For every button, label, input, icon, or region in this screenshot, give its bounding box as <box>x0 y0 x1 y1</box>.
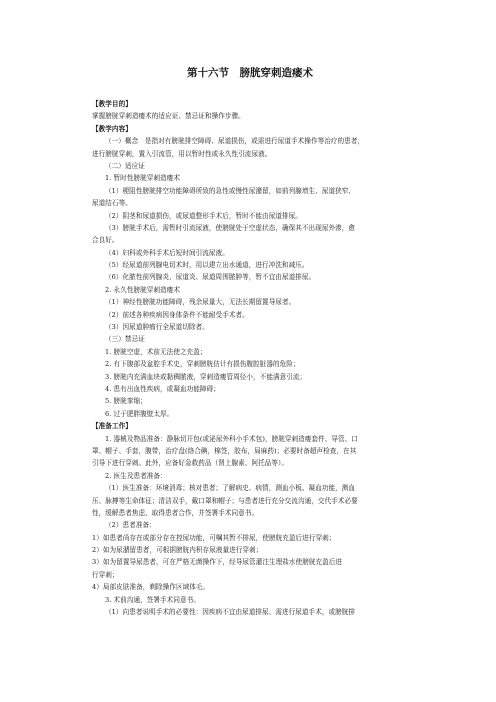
text-line: 4. 患有出血性疾病，或凝血功能障碍； <box>105 384 220 393</box>
text-line: 6. 过于肥胖腹壁太厚。 <box>105 409 174 418</box>
text-line: （5）经尿道前列腺电切术时，用以建立出水通道，进行冲洗和减压。 <box>105 261 309 270</box>
text-line: （3）膀胱手术后，需暂时引流尿液，使膀胱处于空虚状态，确保其不出现尿外渗，愈 <box>105 223 356 232</box>
text-line: （6）化脓性前列腺炎、尿道炎、尿道周围脓肿等，暂不宜由尿道排尿。 <box>105 273 316 282</box>
document-body <box>92 98 408 618</box>
text-line: （2）阴茎和尿道损伤，或尿道整形手术后，暂时不能由尿道排尿。 <box>105 211 302 220</box>
text-line: 罩、帽子、手套，腹带，治疗盘(络合碘，棉签，胶布，局麻药)；必要时备超声检查，在其 <box>92 446 357 455</box>
text-line: （1）医生准备：环境消毒；核对患者；了解病史、病情，测血小板、凝血功能，测血 <box>105 484 356 493</box>
text-line: 5. 膀胱挛缩； <box>105 397 147 406</box>
text-line: （1）神经性膀胱功能障碍，残余尿量大，无法长期留置导尿者。 <box>105 298 296 307</box>
text-line: 行穿刺； <box>92 570 119 579</box>
text-line: （三）禁忌证 <box>105 335 145 344</box>
text-line: 合良好。 <box>92 236 119 245</box>
section-heading: 【准备工作】 <box>92 422 132 431</box>
text-line: 1）如患者尚存在或部分存在控尿功能，可嘱其暂不排尿，使膀胱充盈后进行穿刺； <box>92 533 336 542</box>
text-line: 4）局部皮肤准备，剃除操作区域体毛。 <box>92 583 210 592</box>
text-line: （4）妇科或外科手术后短时间引流尿液。 <box>105 248 229 257</box>
text-line: 压、脉搏等生命体征；清洁双手，戴口罩和帽子；与患者进行充分交流沟通，交代手术必要 <box>92 496 358 505</box>
text-line: 尿道结石等。 <box>92 199 132 208</box>
text-line: 1. 暂时性膀胱穿刺造瘘术 <box>105 174 180 183</box>
text-line: 2. 永久性膀胱穿刺造瘘术 <box>105 285 180 294</box>
text-line: 2. 医生及患者准备： <box>105 471 167 480</box>
text-line: 2. 有下腹部及盆腔手术史，穿刺膀胱估计有损伤腹腔脏器的危险； <box>105 360 300 369</box>
text-line: （1）梗阻性膀胱排空功能障碍所致的急性或慢性尿潴留，如前列腺增生、尿道狭窄、 <box>105 186 356 195</box>
text-line: 3. 膀胱内充满血块或黏稠脓液，穿刺造瘘管周径小，不能满意引流； <box>105 372 307 381</box>
section-heading: 【教学内容】 <box>92 124 132 133</box>
text-line: 进行膀胱穿刺，置入引流管，用以暂时性或永久性引流尿液。 <box>92 149 272 158</box>
document-page <box>92 66 408 618</box>
section-heading: 【教学目的】 <box>92 100 132 108</box>
text-line: 3）如为留置导尿患者，可在严格无菌操作下，经导尿管灌注生理盐水使膀胱充盈后进 <box>92 558 343 567</box>
text-line: 引导下进行穿刺。此外，应备好急救药品（肾上腺素、阿托品等）。 <box>92 459 289 468</box>
text-line: （二）适应证 <box>105 161 145 170</box>
text-line: （2）患者准备： <box>105 521 156 530</box>
text-line: 1. 膀胱空虚，术前无法使之充盈； <box>105 347 207 356</box>
text-line: 掌握膀胱穿刺造瘘术的适应证、禁忌证和操作步骤。 <box>92 112 245 121</box>
page-title: 第十六节 膀胱穿刺造瘘术 <box>187 67 313 79</box>
text-line: （1）向患者说明手术的必要性：因疾病不宜由尿道排尿、需进行尿道手术，或膀胱排 <box>105 608 356 617</box>
text-line: （2）前述各种疾病因身体条件不能耐受手术者。 <box>105 310 249 319</box>
text-line: （一）概念 是指对有膀胱排空障碍、尿道损伤，或需进行尿道手术操作等治疗的患者， <box>105 137 365 146</box>
text-line: 2）如为尿潴留患者，可根据膀胱内积存尿液量进行穿刺； <box>92 546 263 555</box>
text-line: 3. 术前沟通，签署手术同意书。 <box>105 595 200 604</box>
text-line: （3）因尿道肿瘤行全尿道切除者。 <box>105 323 209 332</box>
text-line: 1. 器械及物品准备：静脉切开包(或泌尿外科小手术包)，膀胱穿刺造瘘套件、导管、口 <box>105 434 358 443</box>
text-line: 性，缓解患者焦虑，取得患者合作，并签署手术同意书。 <box>92 508 259 517</box>
